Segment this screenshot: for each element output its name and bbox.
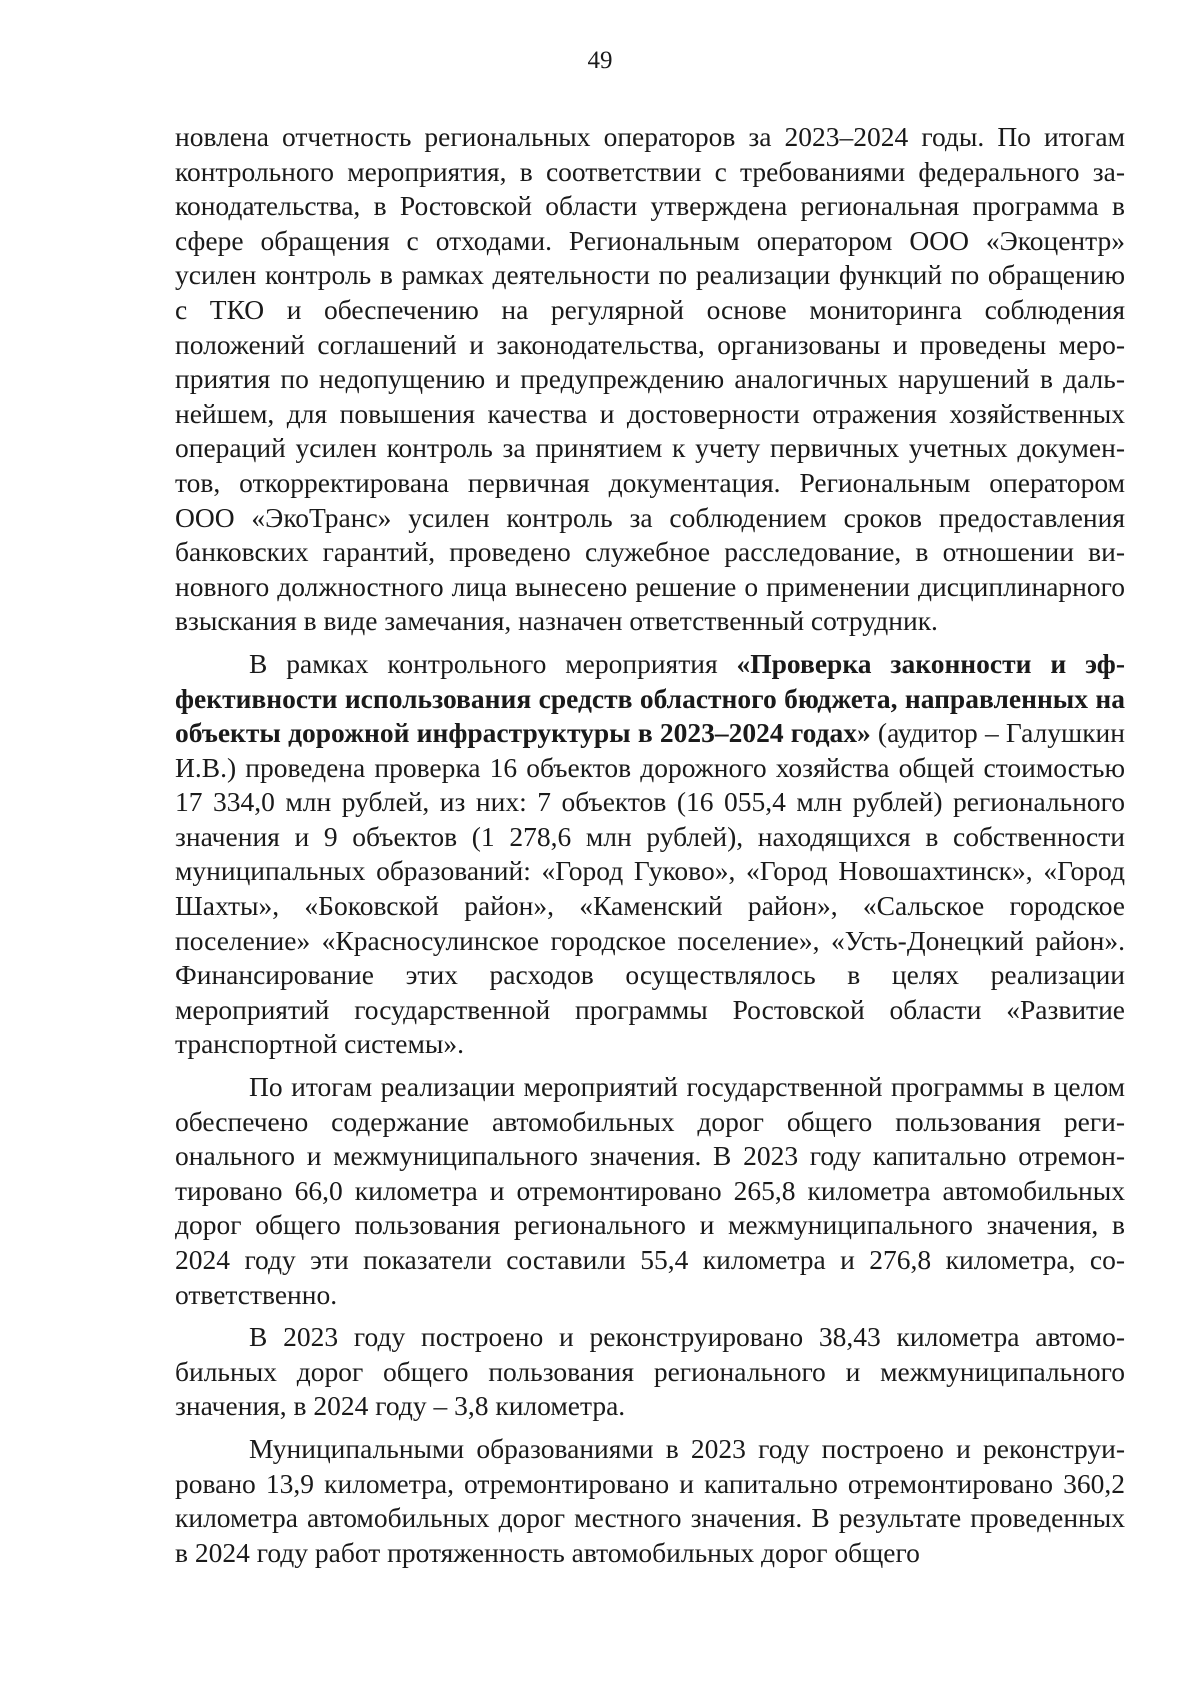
paragraph-construction-2023: В 2023 году построено и реконструировано 38,43 километра автомобильных дорог общего пользования регионального и межмуниципального значения, в 2024 году – 3,8 километра.	[175, 1321, 1125, 1422]
paragraph-intro-text: В рамках контрольного мероприятия	[249, 647, 737, 679]
audit-title: «Проверка законности и эффективности использования средств областного бюджета, направленных на объекты дорожной инфраструктуры в 2023–2024 годах»	[175, 647, 1125, 749]
paragraph-audit-roads	[175, 647, 1125, 1062]
paragraph-municipal-roads: Муниципальными образованиями в 2023 году построено и реконструировано 13,9 километра, отремонтировано и капитально отремонтировано 360,2 километра автомобильных дорог местного значения. В результате проведенных в 2024 году работ протяженность автомобильных дорог общего	[175, 1432, 1125, 1568]
page-number: 49	[587, 47, 613, 74]
document-body	[175, 120, 1125, 1570]
paragraph-program-results: По итогам реализации мероприятий государственной программы в целом обеспечено содержание автомобильных дорог общего пользования регионального и межмуниципального значения. В 2023 году капитально отремонтировано 66,0 километра и отремонтировано 265,8 километра автомобильных дорог общего пользования регионального и межмуниципального значения, в 2024 году эти показатели составили 55,4 километра и 276,8 километра, соответственно.	[175, 1071, 1125, 1310]
paragraph-continuation: новлена отчетность региональных операторов за 2023–2024 годы. По итогам контрольного мероприятия, в соответствии с требованиями федерального законодательства, в Ростовской области утверждена региональная программа в сфере обращения с отходами. Региональным оператором ООО «Экоцентр» усилен контроль в рамках деятельности по реализации функций по обращению с ТКО и обеспечению на регулярной основе мониторинга соблюдения положений соглашений и законодательства, организованы и проведены мероприятия по недопущению и предупреждению аналогичных нарушений в дальнейшем, для повышения качества и достоверности отражения хозяйственных операций усилен контроль за принятием к учету первичных учетных документов, откорректирована первичная документация. Региональным оператором ООО «ЭкоТранс» усилен контроль за соблюдением сроков предоставления банковских гарантий, проведено служебное расследование, в отношении виновного должностного лица вынесено решение о применении дисциплинарного взыскания в виде замечания, назначен ответственный сотрудник.	[175, 121, 1125, 637]
paragraph-body-text: (аудитор – Галушкин И.В.) проведена проверка 16 объектов дорожного хозяйства общей стоимостью 17 334,0 млн рублей, из них: 7 объектов (16 055,4 млн рублей) регионального значения и 9 объектов (1 278,6 млн рублей), находящихся в собственности муниципальных образований: «Город Гуково», «Город Новошахтинск», «Город Шахты», «Боковской район», «Каменский район», «Сальское городское поселение» «Красносулинское городское поселение», «Усть-Донецкий район». Финансирование этих расходов осуществлялось в целях реализации мероприятий государственной программы Ростовской области «Развитие транспортной системы».	[175, 717, 1125, 1060]
